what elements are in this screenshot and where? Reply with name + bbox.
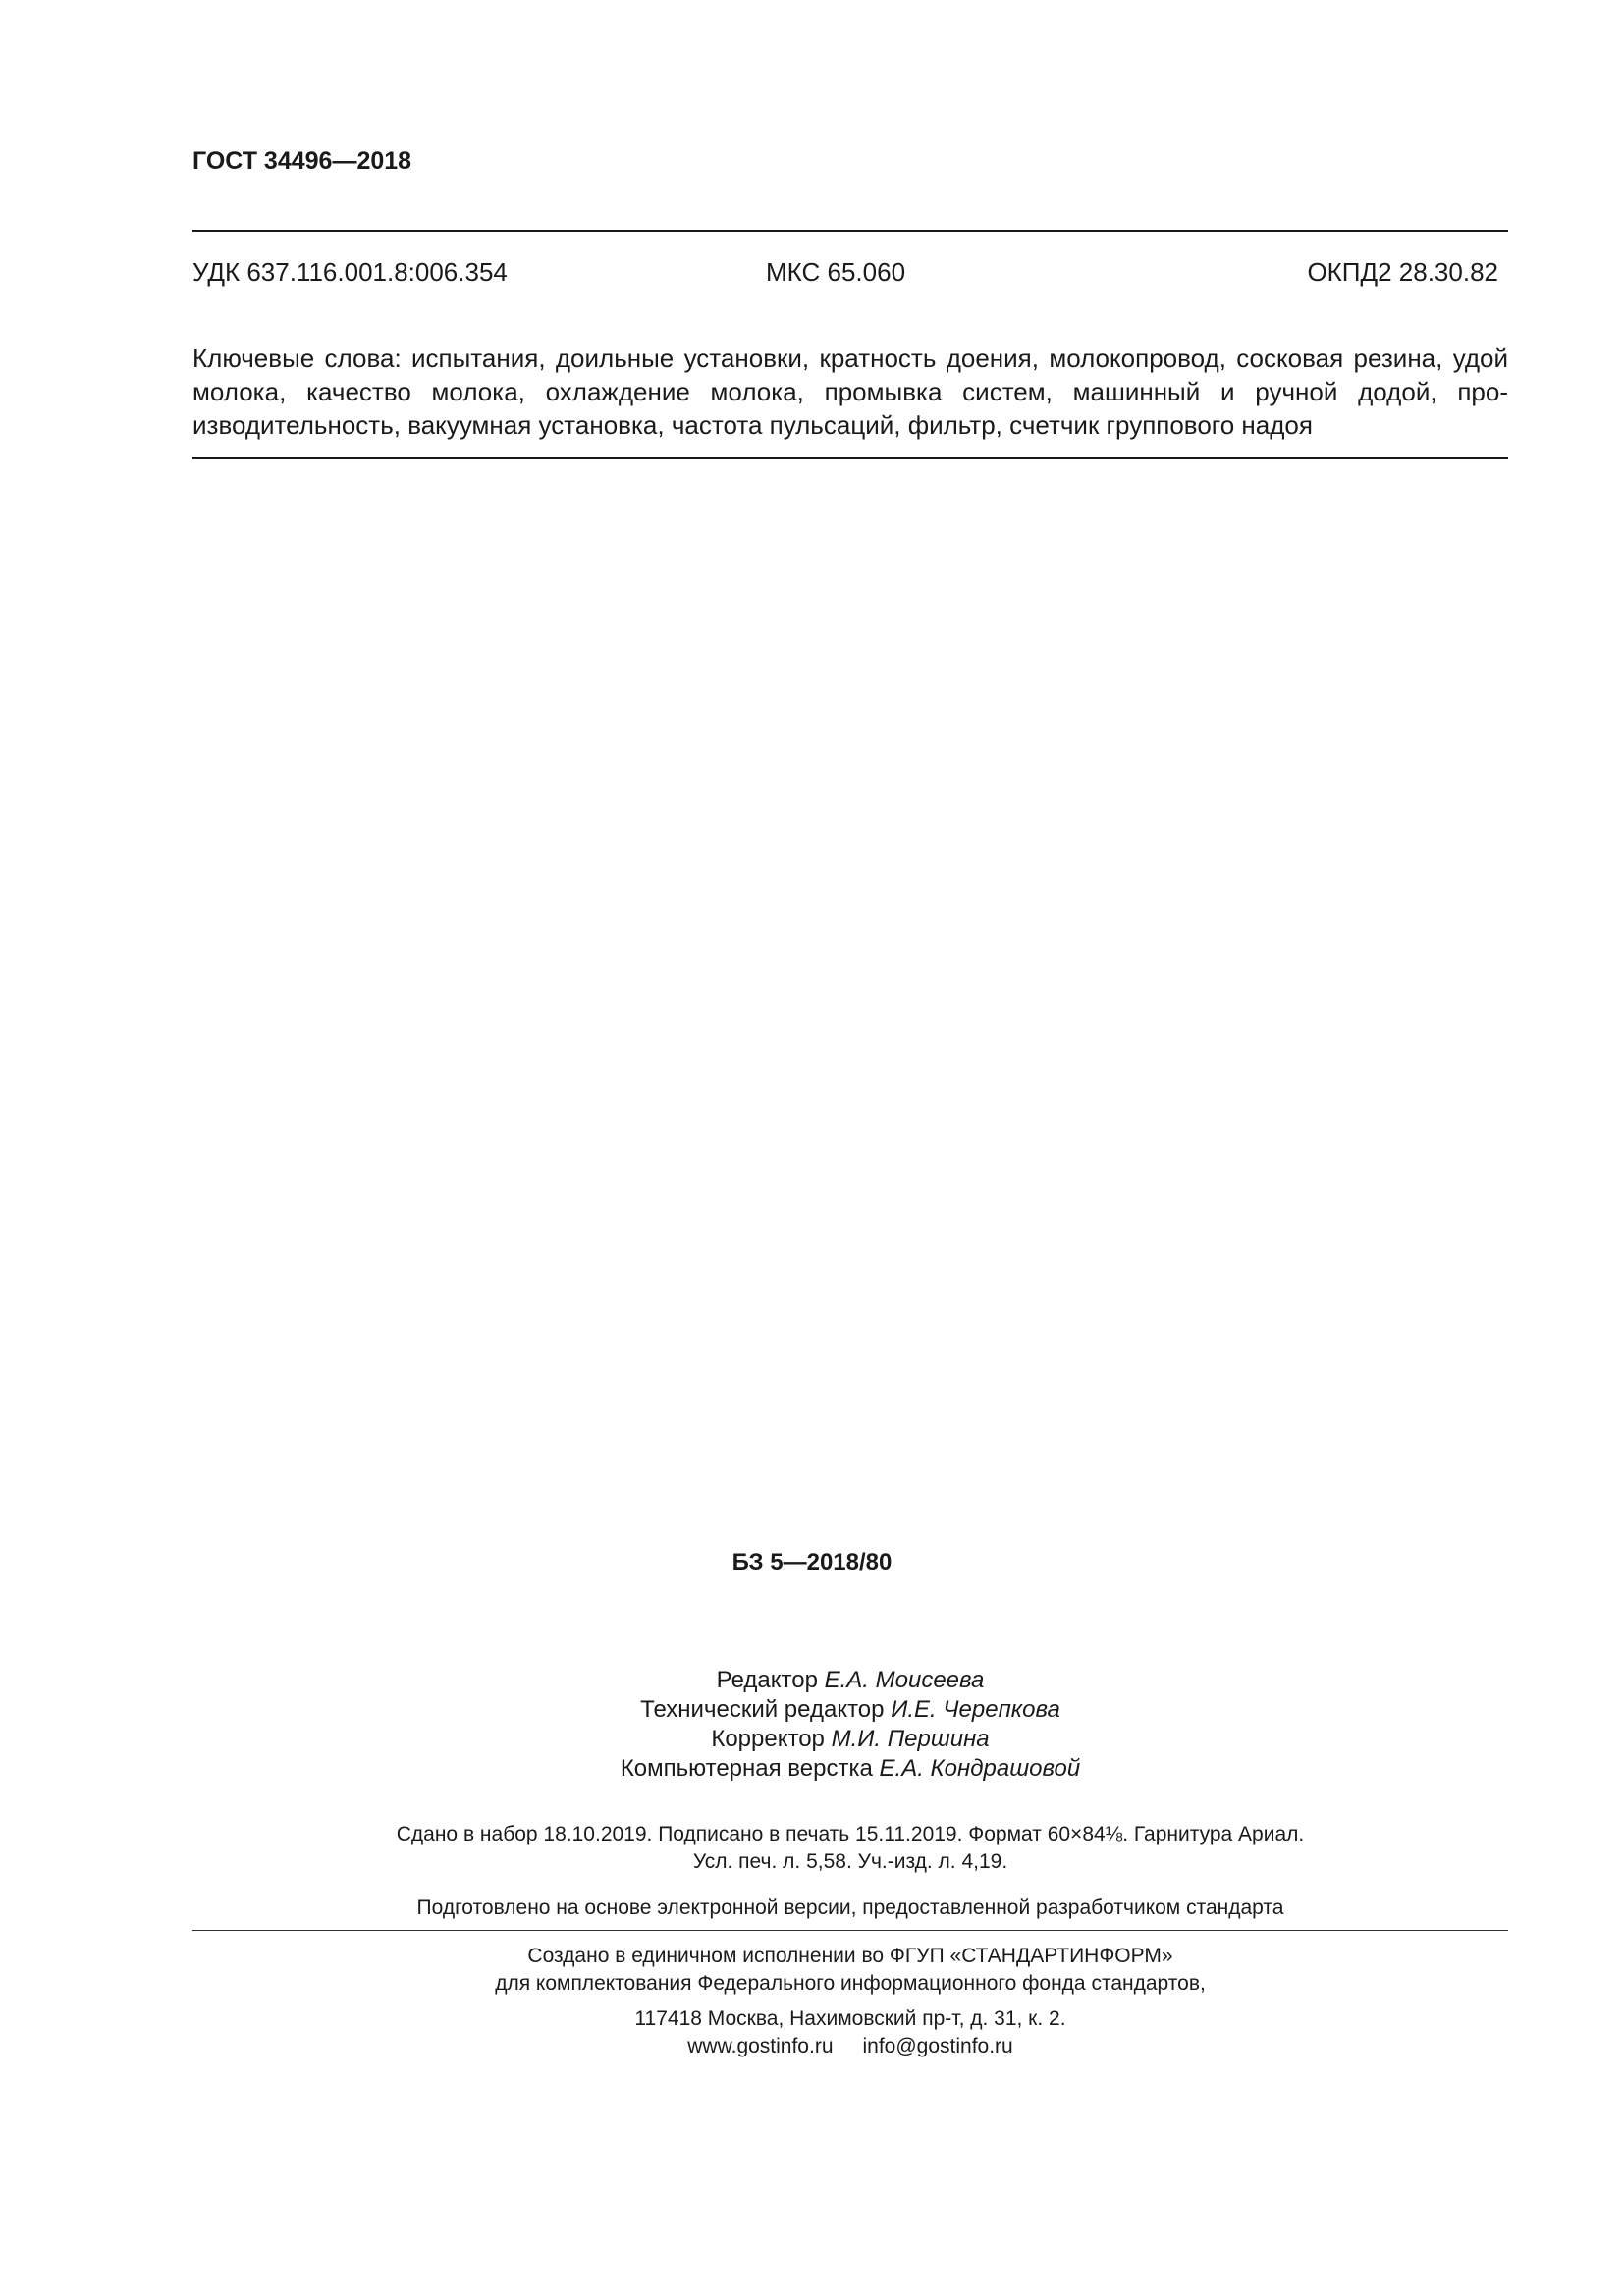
imprint-line-2: Усл. печ. л. 5,58. Уч.-изд. л. 4,19. (692, 1850, 1008, 1873)
credit-role: Корректор (711, 1726, 825, 1752)
address-line: 117418 Москва, Нахимовский пр-т, д. 31, к. 2. (634, 2007, 1066, 2030)
imprint-line-1: Сдано в набор 18.10.2019. Подписано в печать 15.11.2019. Формат 60×84⅛. Гарнитура Ариал. (396, 1823, 1305, 1845)
top-divider (192, 230, 1508, 232)
email-link[interactable]: info@gostinfo.ru (862, 2035, 1013, 2057)
credit-name: М.И. Першина (831, 1726, 990, 1752)
keywords-divider (192, 457, 1508, 459)
created-line-2: для комплектования Федерального информационного фонда стандартов, (495, 1972, 1206, 1995)
udk-code: УДК 637.116.001.8:006.354 (192, 257, 508, 287)
credit-role: Технический редактор (640, 1696, 885, 1723)
okpd-code: ОКПД2 28.30.82 (1307, 257, 1498, 287)
bottom-divider (192, 1930, 1508, 1931)
credit-name: И.Е. Черепкова (891, 1696, 1060, 1723)
mks-code: МКС 65.060 (766, 257, 906, 287)
created-block (0, 1943, 1624, 1998)
credit-line-layout (0, 1754, 1624, 1784)
credit-role: Компьютерная верстка (620, 1755, 873, 1782)
classification-row (192, 257, 1498, 293)
imprint-block (0, 1821, 1624, 1876)
keywords-paragraph: Ключевые слова: испытания, доильные установки, кратность доения, молокопровод, сосковая резина, удой молока, качество молока, охлаждение молока, промывка систем, машинный и ручной додой, производительность, вакуумная установка, частота пульсаций, фильтр, счетчик группового надоя (192, 344, 1508, 440)
credit-line-corrector (0, 1725, 1624, 1754)
contacts-line (0, 2033, 1624, 2060)
page-header-standard-number: ГОСТ 34496—2018 (192, 147, 412, 175)
address-block (0, 2005, 1624, 2060)
bz-code: БЗ 5—2018/80 (731, 1549, 893, 1575)
credit-name: Е.А. Моисеева (824, 1667, 985, 1693)
credit-role: Редактор (716, 1667, 818, 1693)
created-line-1: Создано в единичном исполнении во ФГУП «СТАНДАРТИНФОРМ» (527, 1945, 1173, 1967)
website-link[interactable]: www.gostinfo.ru (687, 2035, 834, 2057)
prepared-note: Подготовлено на основе электронной версии, предоставленной разработчиком стандарта (416, 1896, 1284, 1919)
credit-line-tech-editor (0, 1695, 1624, 1725)
credits-block (0, 1666, 1624, 1784)
credit-line-editor (0, 1666, 1624, 1695)
credit-name: Е.А. Кондрашовой (879, 1755, 1081, 1782)
